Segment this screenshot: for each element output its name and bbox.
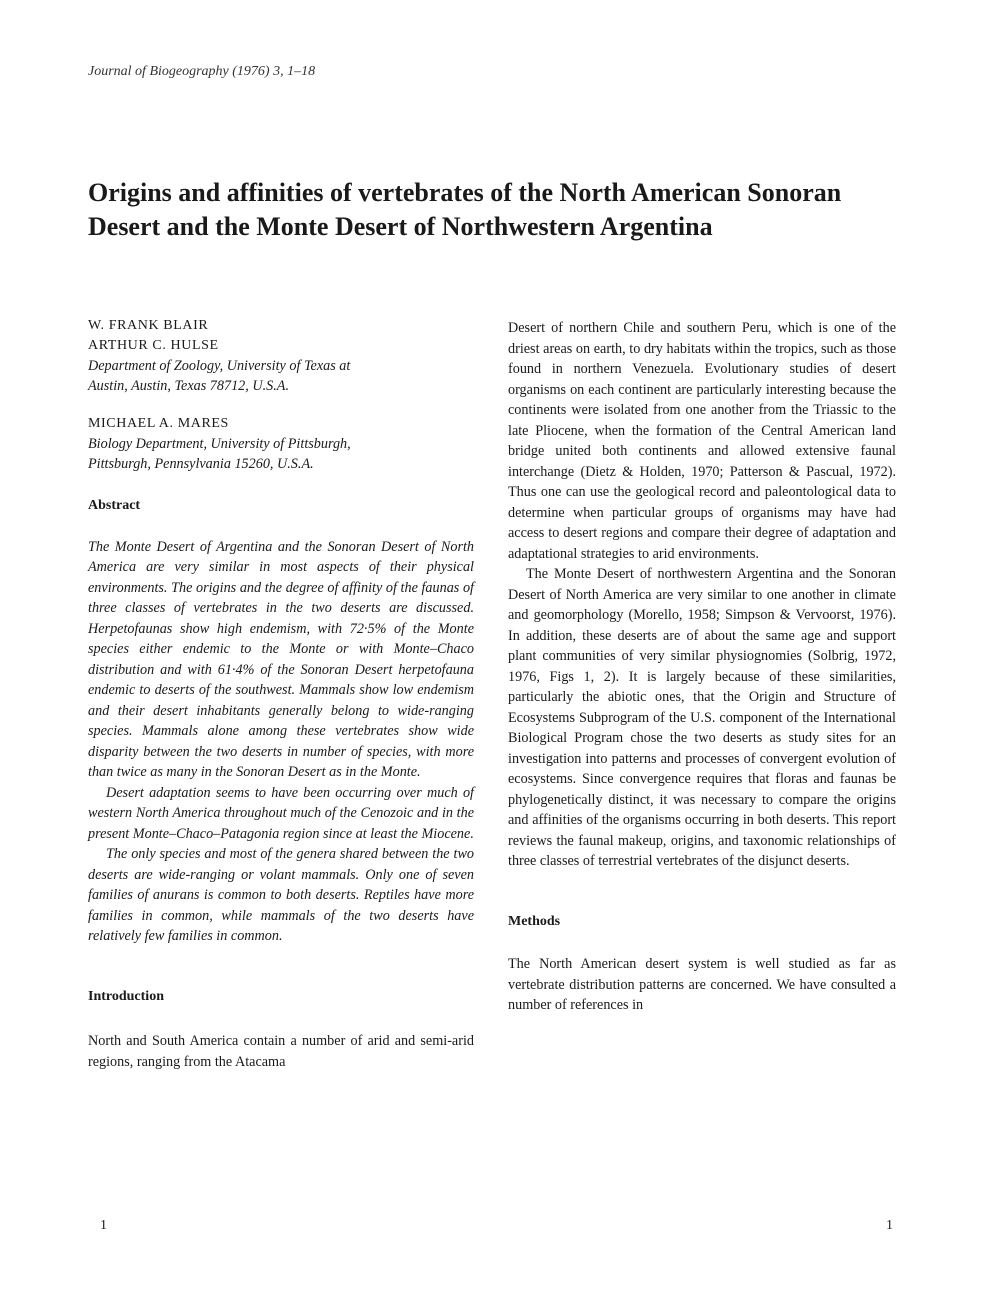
journal-reference: Journal of Biogeography (1976) 3, 1–18 [88, 64, 316, 79]
introduction-heading: Introduction [88, 988, 164, 1004]
right-column [508, 318, 896, 1016]
affiliation [88, 434, 474, 474]
affiliation-line: Biology Department, University of Pittsburgh, [88, 436, 351, 452]
page-number-right: 1 [886, 1218, 893, 1233]
affiliation-line: Austin, Austin, Texas 78712, U.S.A. [88, 378, 289, 394]
affiliation [88, 356, 474, 396]
methods-paragraph: The North American desert system is well studied as far as vertebrate distribution patterns are concerned. We have consulted a number of references in [508, 956, 896, 1013]
author-name: W. FRANK BLAIR [88, 318, 209, 333]
methods-heading: Methods [508, 913, 561, 929]
affiliation-line: Pittsburgh, Pennsylvania 15260, U.S.A. [88, 456, 314, 472]
article-title: Origins and affinities of vertebrates of the North American Sonoran Desert and the Monte Desert of Northwestern Argentina [88, 178, 842, 241]
body-paragraph: Desert of northern Chile and southern Peru, which is one of the driest areas on earth, to dry habitats within the tropics, such as those found in northern Venezuela. Evolutionary studies of desert organisms on each continent are particularly interesting because the continents were isolated from one another from the Triassic to the late Pliocene, when the formation of the Central American land bridge united both continents and allowed extensive faunal interchange (Dietz & Holden, 1970; Patterson & Pascual, 1972). Thus one can use the geological record and paleontological data to determine when particular groups of organisms may have had access to desert regions and compare their degree of adaptation and adaptational strategies to arid environments. [508, 320, 896, 562]
abstract-paragraph: The Monte Desert of Argentina and the Sonoran Desert of North America are very similar in most aspects of their physical environments. The origins and the degree of affinity of the faunas of three classes of vertebrates in the two deserts are discussed. Herpetofaunas show high endemism, with 72·5% of the Monte species either endemic to the Monte or with Monte–Chaco distribution and with 61·4% of the Sonoran Desert herpetofauna endemic to deserts of the southwest. Mammals show low endemism and their desert inhabitants generally belong to wide-ranging species. Mammals alone among these vertebrates show wide disparity between the two deserts in number of species, with more than twice as many in the Sonoran Desert as in the Monte. [88, 538, 474, 780]
left-column [88, 316, 474, 1072]
author-name: ARTHUR C. HULSE [88, 338, 219, 353]
affiliation-line: Department of Zoology, University of Texas at [88, 358, 351, 374]
body-paragraph: The Monte Desert of northwestern Argentina and the Sonoran Desert of North America are very similar to one another in climate and geomorphology (Morello, 1958; Simpson & Vervoorst, 1976). In addition, these deserts are of about the same age and support plant communities of very similar physiognomies (Solbrig, 1972, 1976, Figs 1, 2). It is largely because of these similarities, particularly the abiotic ones, that the Origin and Structure of Ecosystems Subprogram of the U.S. component of the International Biological Program chose the two deserts as study sites for an investigation into patterns and processes of convergent evolution of ecosystems. Since convergence requires that floras and faunas be phylogenetically distinct, it was necessary to compare the origins and affinities of the organisms occurring in both deserts. This report reviews the faunal makeup, origins, and taxonomic relationships of three classes of terrestrial vertebrates of the disjunct deserts. [508, 566, 896, 869]
abstract-heading: Abstract [88, 498, 141, 513]
abstract-paragraph: The only species and most of the genera shared between the two deserts are wide-ranging or volant mammals. Only one of seven families of anurans is common to both deserts. Reptiles have more families in common, while mammals of the two deserts have relatively few families in common. [88, 846, 474, 944]
page-number-left: 1 [100, 1218, 107, 1233]
author-name: MICHAEL A. MARES [88, 416, 229, 431]
abstract-paragraph: Desert adaptation seems to have been occurring over much of western North America throughout much of the Cenozoic and in the present Monte–Chaco–Patagonia region since at least the Miocene. [88, 784, 474, 842]
introduction-paragraph: North and South America contain a number of arid and semi-arid regions, ranging from the Atacama [88, 1033, 474, 1070]
